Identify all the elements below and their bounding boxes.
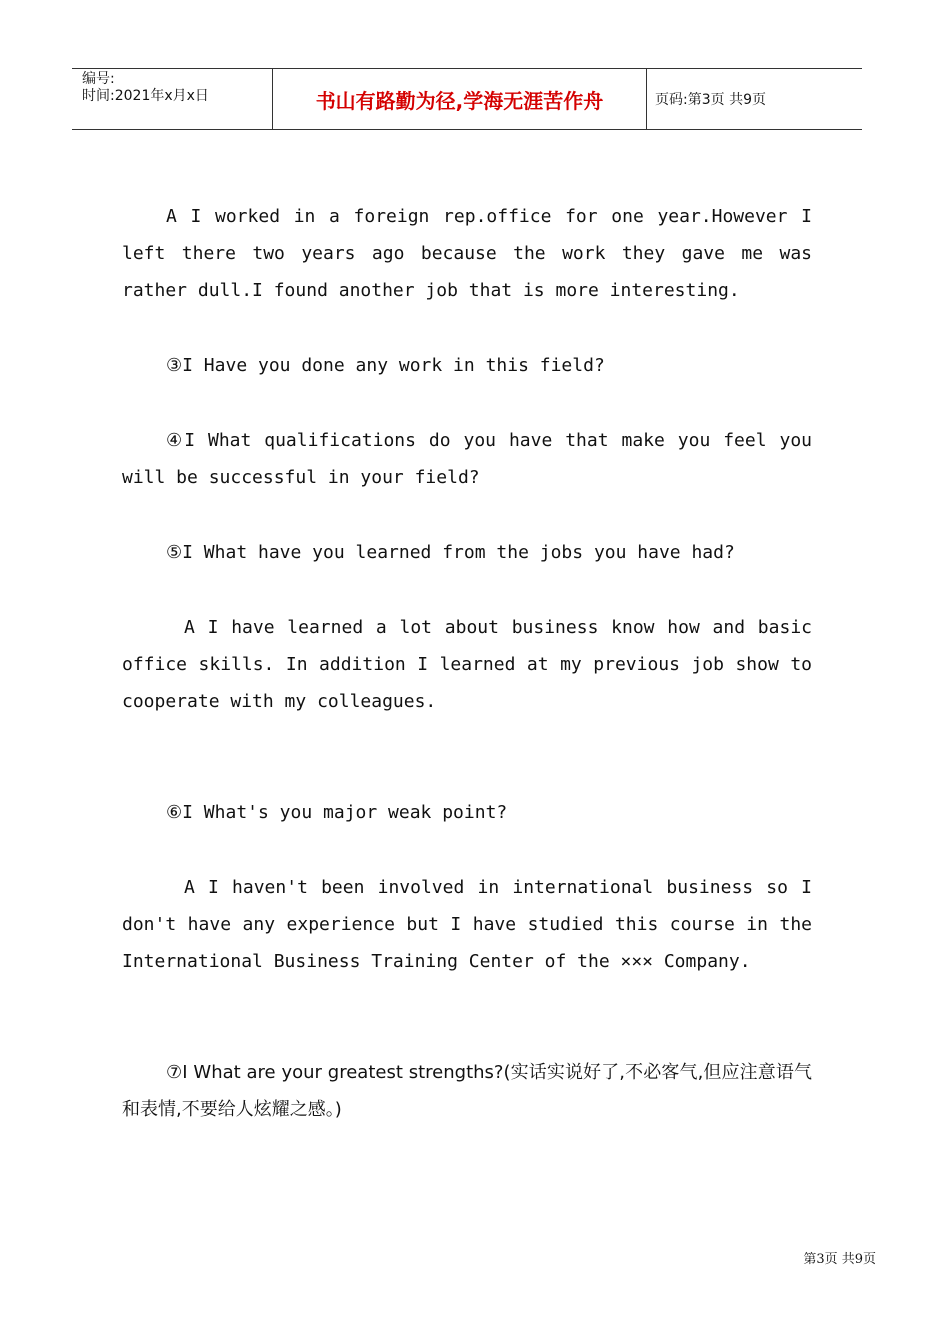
header-page-info: 页码:第3页 共9页 (655, 92, 766, 108)
question-paragraph: ⑤I What have you learned from the jobs you have had? (166, 542, 735, 563)
answer-paragraph: A I have learned a lot about business know how and basic office skills. In addition I learned at my previous job show to cooperate with my colleagues. (122, 617, 812, 712)
question-paragraph: ④I What qualifications do you have that make you feel you will be successful in your field? (122, 430, 812, 488)
question-paragraph: ③I Have you done any work in this field? (166, 355, 605, 376)
document-date: 时间:2021年x月x日 (82, 88, 209, 104)
answer-paragraph: A I haven't been involved in international business so I don't have any experience but I have studied this course in the International Business Training Center of the ××× Company. (122, 877, 812, 972)
document-body (122, 198, 812, 1128)
header-motto: 书山有路勤为径,学海无涯苦作舟 (273, 69, 647, 129)
question-paragraph: ⑦I What are your greatest strengths?(实话实说好了,不必客气,但应注意语气和表情,不要给人炫耀之感。) (122, 1062, 812, 1120)
question-paragraph: ⑥I What's you major weak point? (166, 802, 508, 823)
page-footer: 第3页 共9页 (803, 1252, 876, 1267)
header-meta (72, 69, 273, 129)
page-header (72, 68, 862, 130)
answer-paragraph: A I worked in a foreign rep.office for one year.However I left there two years ago because the work they gave me was rather dull.I found another job that is more interesting. (122, 206, 812, 301)
document-number-label: 编号: (82, 71, 115, 87)
